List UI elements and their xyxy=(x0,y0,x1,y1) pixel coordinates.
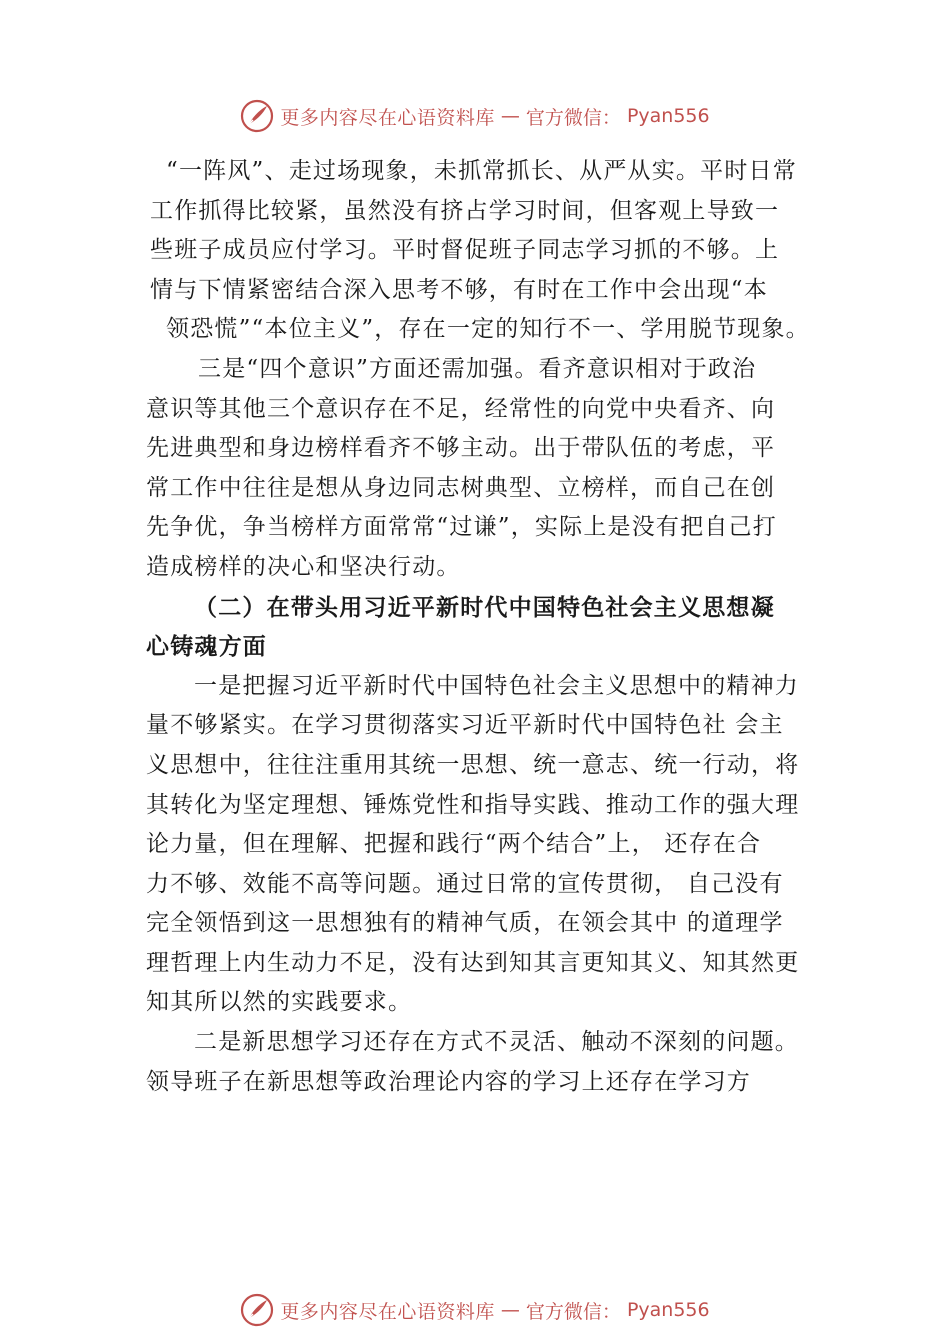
body-line: 先争优，争当榜样方面常常“过谦”，实际上是没有把自己打 xyxy=(146,514,777,541)
body-line: 领恐慌”“本位主义”，存在一定的知行不一、学用脱节现象。 xyxy=(166,316,810,343)
wechat-label: 官方微信： xyxy=(525,106,621,129)
body-line: 论力量，但在理解、把握和践行“两个结合”上， 还存在合 xyxy=(146,831,762,858)
body-line: 理哲理上内生动力不足，没有达到知其言更知其义、知其然更 xyxy=(146,949,800,976)
body-line: 完全领悟到这一思想独有的精神气质，在领会其中 的道理学 xyxy=(146,910,784,937)
paragraph-start: 一是把握习近平新时代中国特色社会主义思想中的精神力 xyxy=(194,672,799,699)
body-line: 量不够紧实。在学习贯彻落实习近平新时代中国特色社 会主 xyxy=(146,712,784,739)
body-line: 义思想中，往往注重用其统一思想、统一意志、统一行动，将 xyxy=(146,751,800,778)
quill-logo-icon xyxy=(240,99,274,133)
section-heading: （二）在带头用习近平新时代中国特色社会主义思想凝 xyxy=(194,593,775,621)
footer-watermark xyxy=(0,1290,950,1330)
body-line: 先进典型和身边榜样看齐不够主动。出于带队伍的考虑，平 xyxy=(146,435,776,462)
body-line: 意识等其他三个意识存在不足，经常性的向党中央看齐、向 xyxy=(146,395,776,422)
body-line: 情与下情紧密结合深入思考不够，有时在工作中会出现“本 xyxy=(150,276,768,303)
body-line: 力不够、效能不高等问题。通过日常的宣传贯彻， 自己没有 xyxy=(146,870,784,897)
body-line: “一阵风”、走过场现象，未抓常抓长、从严从实。平时日常 xyxy=(166,158,797,184)
wechat-id: Pyan556 xyxy=(626,105,710,127)
body-line: 造成榜样的决心和坚决行动。 xyxy=(146,553,461,580)
paragraph-start: 三是“四个意识”方面还需加强。看齐意识相对于政治 xyxy=(198,355,757,382)
body-line: 知其所以然的实践要求。 xyxy=(146,989,413,1016)
body-line: 些班子成员应付学习。平时督促班子同志学习抓的不够。上 xyxy=(150,237,780,264)
body-line: 其转化为坚定理想、锤炼党性和指导实践、推动工作的强大理 xyxy=(146,791,800,818)
quill-logo-icon xyxy=(240,1293,274,1327)
header-watermark xyxy=(0,96,950,136)
watermark-separator: — xyxy=(500,1299,520,1321)
wechat-label: 官方微信： xyxy=(525,1300,621,1323)
body-line: 常工作中往往是想从身边同志树典型、立榜样，而自己在创 xyxy=(146,474,776,501)
watermark-text: 更多内容尽在心语资料库 xyxy=(280,1300,495,1323)
body-line: 领导班子在新思想等政治理论内容的学习上还存在学习方 xyxy=(146,1068,751,1095)
section-heading-cont: 心铸魂方面 xyxy=(146,633,267,661)
watermark-text: 更多内容尽在心语资料库 xyxy=(280,106,495,129)
document-body xyxy=(146,152,836,1102)
body-line: 工作抓得比较紧，虽然没有挤占学习时间，但客观上导致一 xyxy=(150,197,780,224)
watermark-separator: — xyxy=(500,105,520,127)
paragraph-start: 二是新思想学习还存在方式不灵活、触动不深刻的问题。 xyxy=(194,1029,799,1056)
wechat-id: Pyan556 xyxy=(626,1299,710,1321)
